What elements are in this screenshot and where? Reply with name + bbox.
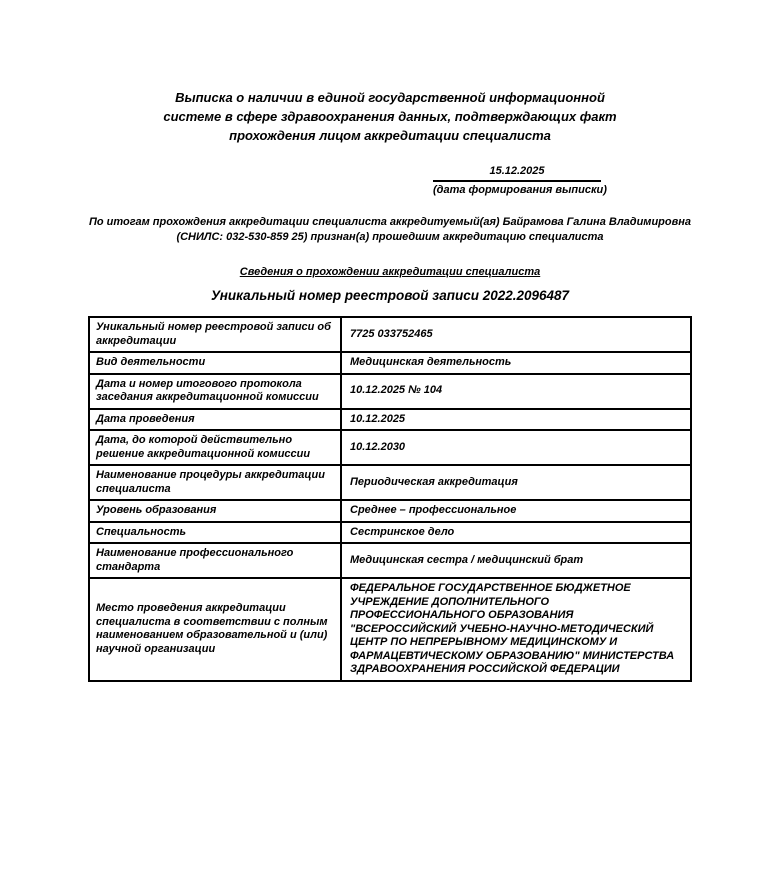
document-title <box>80 88 700 145</box>
accreditation-table <box>88 316 692 682</box>
table-row <box>89 500 691 522</box>
row-value: Медицинская деятельность <box>341 352 691 374</box>
table-row <box>89 374 691 409</box>
generation-date-caption: (дата формирования выписки) <box>433 184 607 196</box>
row-value: 7725 033752465 <box>341 317 691 352</box>
table-row <box>89 352 691 374</box>
generation-date-block <box>433 165 607 197</box>
table-row <box>89 430 691 465</box>
generation-date: 15.12.2025 <box>433 165 601 182</box>
row-label: Наименование профессионального стандарта <box>89 543 341 578</box>
document-title-line-1: Выписка о наличии в единой государственной информационной <box>175 90 605 105</box>
table-row <box>89 465 691 500</box>
table-row <box>89 578 691 681</box>
document-title-line-3: прохождения лицом аккредитации специалиста <box>229 128 551 143</box>
registry-number-heading: Уникальный номер реестровой записи 2022.2096487 <box>210 288 570 303</box>
row-label: Место проведения аккредитации специалиста в соответствии с полным наименованием образовательной и (или) научной организации <box>89 578 341 681</box>
row-label: Дата, до которой действительно решение аккредитационной комиссии <box>89 430 341 465</box>
row-label: Дата и номер итогового протокола заседания аккредитационной комиссии <box>89 374 341 409</box>
row-label: Наименование процедуры аккредитации специалиста <box>89 465 341 500</box>
row-label: Дата проведения <box>89 409 341 431</box>
row-value: Периодическая аккредитация <box>341 465 691 500</box>
document-title-line-2: системе в сфере здравоохранения данных, подтверждающих факт <box>163 109 617 124</box>
row-label: Уровень образования <box>89 500 341 522</box>
row-value: 10.12.2030 <box>341 430 691 465</box>
table-row <box>89 317 691 352</box>
row-label: Уникальный номер реестровой записи об аккредитации <box>89 317 341 352</box>
section-heading: Сведения о прохождении аккредитации специалиста <box>239 266 541 278</box>
table-row <box>89 409 691 431</box>
row-value: Среднее – профессиональное <box>341 500 691 522</box>
table-row <box>89 522 691 544</box>
row-label: Вид деятельности <box>89 352 341 374</box>
row-value: Медицинская сестра / медицинский брат <box>341 543 691 578</box>
row-value: 10.12.2025 № 104 <box>341 374 691 409</box>
row-label: Специальность <box>89 522 341 544</box>
row-value: Сестринское дело <box>341 522 691 544</box>
intro-paragraph: По итогам прохождения аккредитации специалиста аккредитуемый(ая) Байрамова Галина Владимировна (СНИЛС: 032-530-859 25) признан(а) прошедшим аккредитацию специалиста <box>88 216 692 243</box>
table-row <box>89 543 691 578</box>
row-value: 10.12.2025 <box>341 409 691 431</box>
row-value: ФЕДЕРАЛЬНОЕ ГОСУДАРСТВЕННОЕ БЮДЖЕТНОЕ УЧРЕЖДЕНИЕ ДОПОЛНИТЕЛЬНОГО ПРОФЕССИОНАЛЬНОГО ОБРАЗОВАНИЯ "ВСЕРОССИЙСКИЙ УЧЕБНО-НАУЧНО-МЕТОДИЧЕСКИЙ ЦЕНТР ПО НЕПРЕРЫВНОМУ МЕДИЦИНСКОМУ И ФАРМАЦЕВТИЧЕСКОМУ ОБРАЗОВАНИЮ" МИНИСТЕРСТВА ЗДРАВООХРАНЕНИЯ РОССИЙСКОЙ ФЕДЕРАЦИИ <box>341 578 691 681</box>
